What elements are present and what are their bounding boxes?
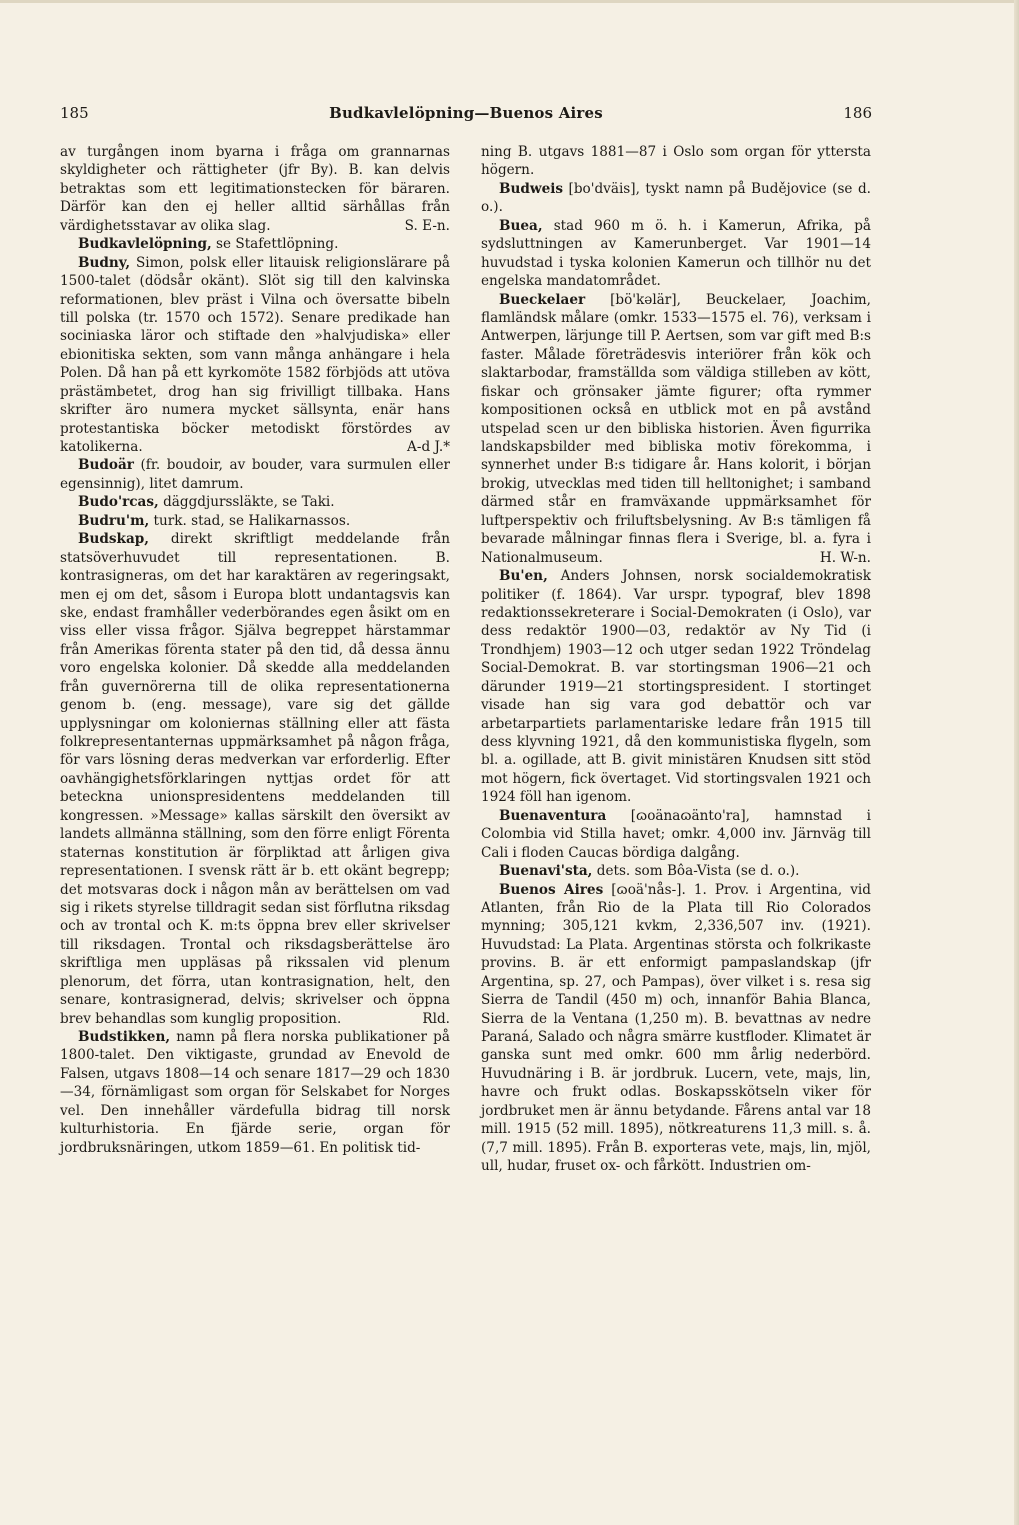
headword: Budweis bbox=[499, 180, 564, 197]
entry-text: dets. som Bôa-Vista (se d. o.). bbox=[592, 863, 800, 880]
entry-budrum bbox=[60, 512, 450, 530]
entry-buenavista bbox=[481, 862, 871, 880]
entry-text: turk. stad, se Halikarnassos. bbox=[149, 512, 351, 529]
headword: Budny, bbox=[78, 254, 131, 271]
continued-text bbox=[60, 143, 450, 235]
running-title: Budkavlelöpning—Buenos Aires bbox=[329, 104, 603, 122]
page-header bbox=[60, 104, 872, 124]
entry-text: direkt skriftligt meddelande från statsöverhuvudet till representationen. B. kontrasigneras, om det har karaktären av regeringsakt, men ej om det, såsom i Europa blott undantagsvis kan ske, endast framhåller vederbörandes egen åsikt om en viss eller vissa frågor. Själva begreppet härstammar från Amerikas förenta stater på den tid, då dessa ännu voro engelska kolonier. Då skedde alla meddelanden från guvernörerna till de olika representationerna genom b. (eng. message), vare sig det gällde upplysningar om koloniernas ställning eller att fästa folkrepresentanternas uppmärksamhet på någon fråga, för vars lösning deras medverkan var erforderlig. Efter oavhängighetsförklaringen nyttjas ordet för att beteckna unionspresidentens meddelanden till kongressen. »Message» kallas särskilt den översikt av landets allmänna ställning, som den förre enligt Förenta staternas konstitution är förpliktad att årligen giva representationen. I svensk rätt är b. ett okänt begrepp; det motsvaras dock i någon mån av berättelsen om vad sig i rikets styrelse tilldragit sedan sist förflutna riksdag och av trontal och K. m:ts öppna brev eller skrivelser till riksdagen. Trontal och riksdagsberättelse äro skriftliga men uppläsas på rikssalen vid plenum plenorum, det förra, utan kontrasignation, helt, den senare, kontrasignerad, delvis; skrivelser och öppna brev behandlas som kunglig proposition. bbox=[60, 531, 450, 1027]
author-signature: S. E-n. bbox=[404, 217, 450, 234]
page-number-left: 185 bbox=[60, 104, 89, 122]
author-signature: Rld. bbox=[422, 1010, 450, 1027]
entry-budstikken bbox=[60, 1028, 450, 1157]
entry-budweis bbox=[481, 180, 871, 217]
entry-bueckelaer bbox=[481, 291, 871, 568]
entry-budkavlelopning bbox=[60, 235, 450, 253]
entry-text: Anders Johnsen, norsk socialdemokratisk politiker (f. 1864). Var urspr. typograf, blev 1898 redaktionssekreterare i Social-Demokraten (i Oslo), var dess redaktör 1900—03, redaktör av Ny Tid (i Trondhjem) 1903—12 och utger sedan 1922 Tröndelag Social-Demokrat. B. var stortingsman 1906—21 och därunder 1919—21 stortingspresident. I stortinget visade han sig vara god debattör och var arbetarpartiets parlamentariske ledare från 1915 till dess klyvning 1921, då den kommunistiska flygeln, som bl. a. ogillade, att B. givit ministären Knudsen sitt stöd mot högern, fick övertaget. Vid stortingsvalen 1921 och 1924 föll han igenom. bbox=[481, 568, 871, 806]
headword: Budstikken, bbox=[78, 1029, 171, 1045]
entry-text: (fr. boudoir, av bouder, vara surmulen eller egensinnig), litet damrum. bbox=[60, 457, 450, 492]
entry-text: namn på flera norska publikationer på 1800-talet. Den viktigaste, grundad av Enevold de Falsen, utgavs 1808—14 och senare 1817—29 och 1830—34, förnämligast som organ för Selskabet for Norges vel. Den innehåller värdefulla bidrag till norsk kulturhistoria. En fjärde serie, organ för jordbruksnäringen, utkom 1859—61. En politisk tid- bbox=[60, 1029, 450, 1156]
entry-text: [ɷoänaɷänto'ra], hamnstad i Colombia vid Stilla havet; omkr. 4,000 inv. Järnväg till Cali i floden Caucas bördiga dalgång. bbox=[481, 807, 871, 861]
headword: Budo'rcas, bbox=[78, 494, 159, 511]
entry-text: [ɷoä'nås-]. 1. Prov. i Argentina, vid Atlanten, från Rio de la Plata till Rio Colorados mynning; 305,121 kvkm, 2,336,507 inv. (1921). Huvudstad: La Plata. Argentinas största och folkrikaste provins. B. är ett enformigt pampaslandskap (jfr Argentina, sp. 27, och Pampas), över vilket i s. resa sig Sierra de Tandil (450 m) och, innanför Bahia Blanca, Sierra de la Ventana (1,250 m). B. bevattnas av nedre Paraná, Salado och några smärre kustfloder. Klimatet är ganska sunt med omkr. 600 mm årlig nederbörd. Huvudnäring i B. är jordbruk. Lucern, vete, majs, lin, havre och frukt odlas. Boskapsskötseln viker för jordbruket men är ännu betydande. Fårens antal var 18 mill. 1915 (52 mill. 1895), nötkreaturens 11,3 mill. s. å. (7,7 mill. 1895). Från B. exporteras vete, majs, lin, mjöl, ull, hudar, fruset ox- och fårkött. Industrien om- bbox=[481, 881, 871, 1175]
entry-text: stad 960 m ö. h. i Kamerun, Afrika, på sydsluttningen av Kamerunberget. Var 1901—14 huvudstad i tyska kolonien Kamerun och tillhör nu det engelska mandatområdet. bbox=[481, 217, 871, 290]
headword: Budru'm, bbox=[78, 512, 150, 529]
author-signature: A-d J.* bbox=[407, 439, 450, 455]
right-column bbox=[481, 143, 871, 1176]
entry-text: [bo'dväis], tyskt namn på Budějovice (se d. o.). bbox=[481, 180, 871, 216]
entry-buen bbox=[481, 567, 871, 807]
headword: Budoär bbox=[78, 457, 134, 474]
left-column bbox=[60, 143, 450, 1157]
entry-budorcas bbox=[60, 493, 450, 511]
entry-buenos-aires bbox=[481, 881, 871, 1176]
entry-text: däggdjurssläkte, se Taki. bbox=[158, 494, 335, 511]
entry-text: Simon, polsk eller litauisk religionslärare på 1500-talet (dödsår okänt). Slöt sig till den kalvinska reformationen, blev präst i Vilna och översatte bibeln till polska (tr. 1570 och 1572). Senare predikade han sociniaska läror och stiftade den »halvjudiska» eller ebionitiska sekten, som vann många anhängare i hela Polen. Då han på ett kyrkomöte 1582 förbjöds att utöva prästämbetet, drog han sig frivilligt tillbaka. Hans skrifter äro numera mycket sällsynta, enär hans protestantiska böcker metodiskt förstördes av katolikerna. bbox=[60, 254, 450, 455]
entry-budskap bbox=[60, 530, 450, 1028]
headword: Budskap, bbox=[78, 531, 149, 548]
entry-text: [bö'kəlär], Beuckelaer, Joachim, flamländsk målare (omkr. 1533—1575 el. 76), verksam i Antwerpen, lärjunge till P. Aertsen, som var gift med B:s faster. Målade företrädesvis interiörer från kök och slaktarbodar, framställda som väldiga stilleben av kött, fiskar och grönsaker jämte figurer; ofta rymmer kompositionen också en utblick mot en på avstånd utspelad scen ur den bibliska historien. Även figurrika landskapsbilder med bibliska motiv förekomma, i synnerhet under B:s tidigare år. Hans kolorit, i början brokig, utvecklas med tiden till helltonighet; i samband därmed står en framväxande uppmärksamhet för luftperspektiv och friluftsbelysning. Av B:s tämligen få bevarade målningar finnas flera i Sverige, bl. a. fyra i Nationalmuseum. bbox=[481, 291, 871, 566]
author-signature: H. W-n. bbox=[819, 549, 871, 566]
headword: Bu'en, bbox=[499, 568, 548, 585]
entry-text: ning B. utgavs 1881—87 i Oslo som organ för yttersta högern. bbox=[481, 144, 871, 179]
entry-buea bbox=[481, 217, 871, 291]
entry-text: se Stafettlöpning. bbox=[211, 236, 339, 253]
page-number-right: 186 bbox=[843, 104, 872, 122]
headword: Buea, bbox=[499, 217, 543, 234]
headword: Buenavi'sta, bbox=[499, 863, 593, 880]
headword: Budkavlelöpning, bbox=[78, 236, 212, 253]
headword: Buenos Aires bbox=[499, 881, 604, 898]
entry-budny bbox=[60, 254, 450, 457]
continued-text bbox=[481, 143, 871, 180]
headword: Buenaventura bbox=[499, 807, 607, 824]
entry-buenaventura bbox=[481, 807, 871, 862]
headword: Bueckelaer bbox=[499, 291, 586, 308]
entry-text: av turgången inom byarna i fråga om grannarnas skyldigheter och rättigheter (jfr By). B. kan delvis betraktas som ett legitimationstecken för bäraren. Därför kan den ej heller alltid särhållas från värdighetsstavar av olika slag. bbox=[60, 144, 450, 234]
entry-budoar bbox=[60, 456, 450, 493]
scan-edge bbox=[0, 0, 1019, 3]
